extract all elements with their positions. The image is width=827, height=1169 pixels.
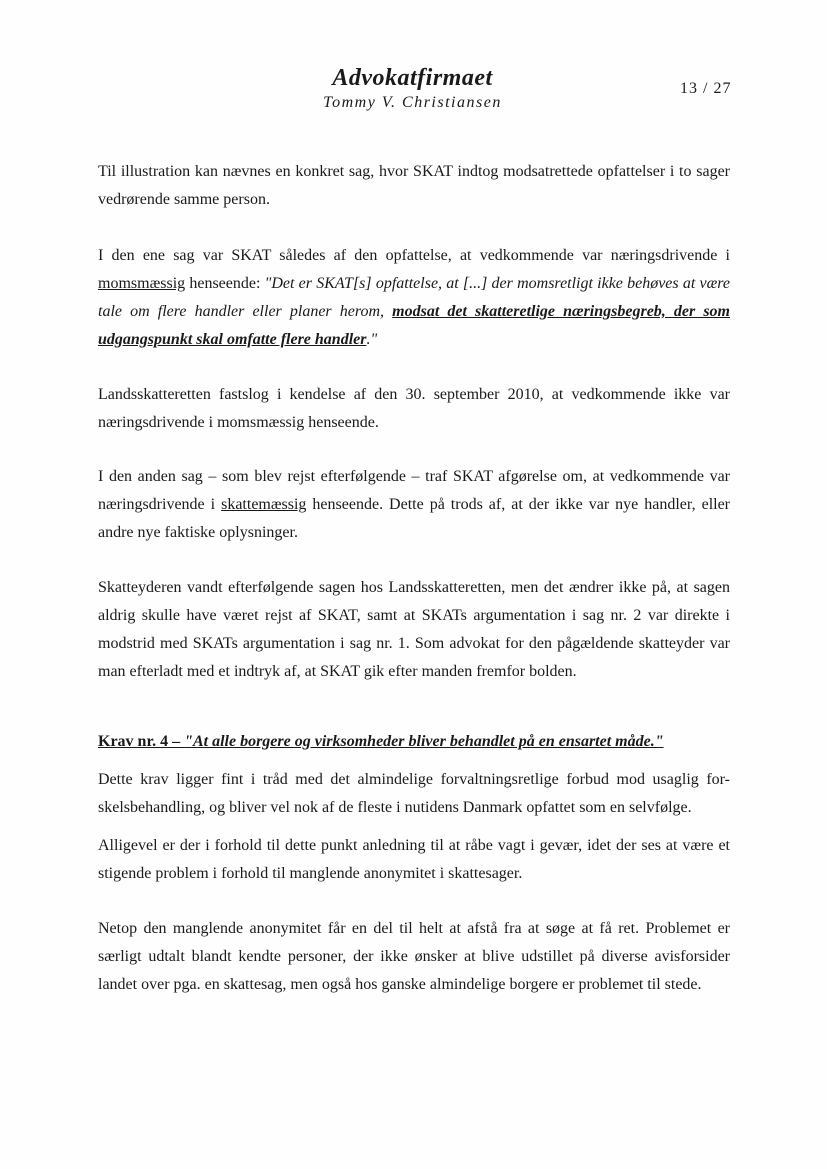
emphasized-quote: modsat det skatteretlige næringsbegreb, der som udgangspunkt skal omfatte flere handler [98,303,730,348]
paragraph-first-case [98,242,730,354]
quote-end: ." [366,331,378,348]
paragraph-anonymity-effect: Netop den manglende anonymitet får en del til helt at afstå fra at søge at få ret. Problemet er særligt udtalt blandt kendte personer, der ikke ønsker at blive udstillet på diverse avisforsider landet over pga. en skattesag, men også hos ganske almindelige borgere er problemet til stede. [98,920,730,993]
firm-name: Advokatfirmaet [332,65,493,91]
section-heading-krav-4 [98,728,730,756]
text-run: henseende: [185,275,265,292]
text-run: I den anden sag – som blev rejst efterfølgende – traf SKAT afgørelse om, at vedkommende var næringsdrivende i [98,468,730,513]
document-body [98,158,730,1025]
paragraph-ruling: Landsskatteretten fastslog i kendelse af den 30. september 2010, at vedkommende ikke var næringsdrivende i momsmæssig henseende. [98,386,730,431]
text-run: I den ene sag var SKAT således af den opfattelse, at vedkommende var næringsdrivende i [98,247,730,264]
text-run: henseende. Dette på trods af, at der ikke var nye handler, eller andre nye faktiske oplysninger. [98,496,731,541]
paragraph-outcome: Skatteyderen vandt efterfølgende sagen hos Landsskatteretten, men det ændrer ikke på, at sagen aldrig skulle have været rejst af SKAT, samt at SKATs argumentation i sag nr. 2 var direkte i modstrid med SKATs argumentation i sag nr. 1. Som advokat for den pågældende skatteyder var man efterladt med et indtryk af, at SKAT gik efter manden fremfor bolden. [98,579,730,680]
paragraph-second-case [98,463,730,547]
paragraph-requirement: Dette krav ligger fint i tråd med det almindelige forvaltningsretlige forbud mod usaglig for-skelsbehandling, og bliver vel nok af de fleste i nutidens Danmark opfattet som en selvfølge. [98,771,730,816]
paragraph-anonymity-problem: Alligevel er der i forhold til dette punkt anledning til at råbe vagt i gevær, idet der ses at være et stigende problem i forhold til manglende anonymitet i skattesager. [98,837,730,882]
underlined-term-momsmaessig: momsmæssig [98,275,186,292]
firm-person: Tommy V. Christiansen [323,94,502,111]
quote-text: "Det er SKAT[s] opfattelse, at [...] der momsretligt ikke behøves at være tale om flere handler eller planer herom, [98,275,731,320]
heading-label: Krav nr. 4 – [98,733,185,750]
heading-quote: "At alle borgere og virksomheder bliver behandlet på en ensartet måde." [184,733,664,750]
page-number: 13 / 27 [680,80,732,97]
paragraph-illustration: Til illustration kan nævnes en konkret sag, hvor SKAT indtog modsatrettede opfattelser i to sager vedrørende samme person. [98,163,730,208]
underlined-term-skattemaessig: skattemæssig [221,496,307,513]
